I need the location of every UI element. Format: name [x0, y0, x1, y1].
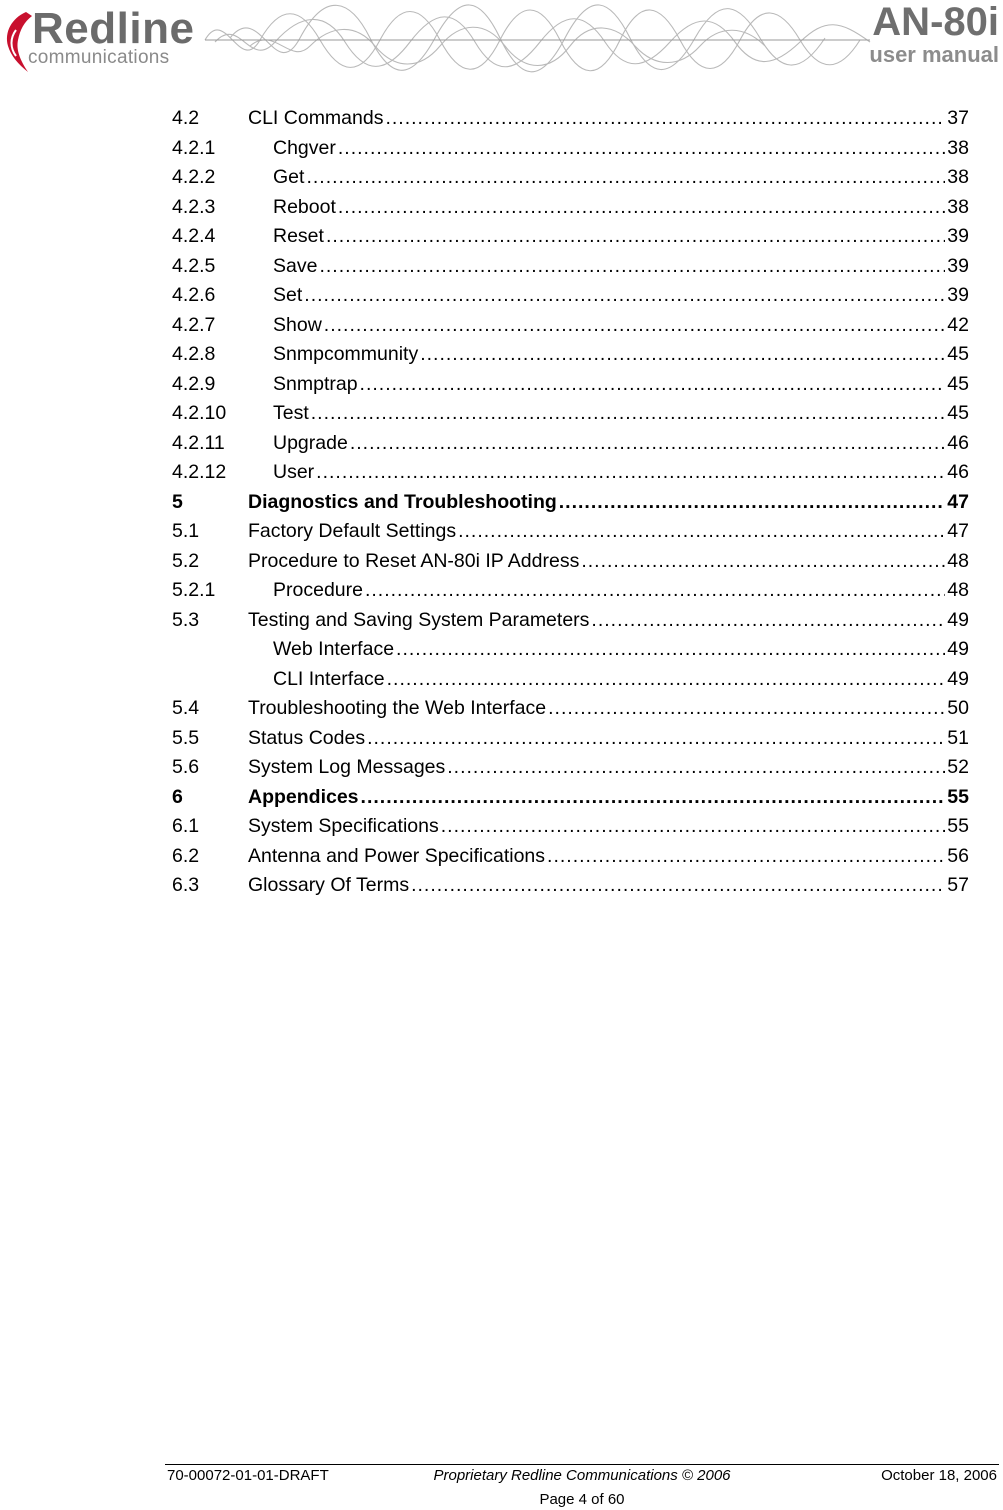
toc-entry-title: Antenna and Power Specifications [248, 844, 546, 867]
toc-page-number: 39 [947, 225, 969, 247]
toc-section-number: 5.1 [172, 520, 200, 542]
toc-dot-leader [367, 724, 945, 754]
toc-entry-link[interactable] [273, 635, 969, 665]
toc-section-number: 4.2.11 [172, 431, 225, 454]
toc-dot-leader [319, 252, 945, 282]
toc-entry-link[interactable] [273, 429, 969, 459]
toc-dot-leader [559, 488, 946, 518]
toc-section-number: 4.2.12 [172, 461, 227, 483]
toc-entry[interactable] [172, 871, 969, 901]
toc-section-number: 5.2.1 [172, 579, 216, 601]
toc-entry-title: System Specifications [248, 815, 439, 837]
toc-entry-link[interactable] [273, 458, 969, 488]
toc-entry[interactable] [172, 429, 969, 459]
toc-entry-link[interactable] [248, 547, 969, 577]
toc-section-number: 4.2.3 [172, 195, 216, 218]
toc-entry[interactable] [172, 252, 969, 282]
toc-entry[interactable] [172, 576, 969, 606]
toc-entry-link[interactable] [248, 104, 969, 134]
toc-entry-title: Factory Default Settings [248, 520, 457, 542]
toc-entry-title: Troubleshooting the Web Interface [248, 697, 547, 719]
toc-dot-leader [420, 340, 945, 370]
toc-section-number: 4.2 [172, 107, 200, 129]
toc-entry-title: Web Interface [273, 638, 395, 660]
toc-section-number: 4.2.6 [172, 284, 216, 306]
toc-page-number: 46 [947, 431, 969, 454]
toc-entry[interactable] [172, 399, 969, 429]
toc-page-number: 38 [947, 166, 969, 188]
toc-section-number: 6.3 [172, 874, 200, 896]
toc-dot-leader [385, 104, 945, 134]
toc-entry-link[interactable] [273, 399, 969, 429]
toc-page-number: 39 [947, 254, 969, 277]
toc-dot-leader [458, 517, 945, 547]
toc-dot-leader [591, 606, 945, 636]
toc-entry-link[interactable] [273, 311, 969, 341]
footer-proprietary-notice: Proprietary Redline Communications © 2006 [433, 1467, 731, 1484]
toc-entry-link[interactable] [248, 842, 969, 872]
toc-section-number: 6.1 [172, 815, 200, 837]
toc-dot-leader [365, 576, 945, 606]
toc-section-number: 4.2.2 [172, 166, 216, 188]
toc-dot-leader [306, 163, 945, 193]
toc-entry-title: Test [273, 402, 309, 424]
toc-entry-link[interactable] [273, 222, 969, 252]
logo-wordmark: Redline [32, 4, 195, 53]
toc-entry-title: Status Codes [248, 726, 366, 749]
toc-entry-title: Glossary Of Terms [248, 874, 410, 896]
toc-page-number: 49 [947, 638, 969, 660]
toc-dot-leader [387, 665, 946, 695]
toc-entry[interactable] [172, 104, 969, 134]
toc-section-number: 4.2.9 [172, 372, 216, 395]
toc-dot-leader [581, 547, 945, 577]
footer-document-id: 70-00072-01-01-DRAFT [167, 1467, 329, 1484]
toc-entry[interactable] [172, 842, 969, 872]
toc-section-number: 4.2.8 [172, 343, 216, 365]
toc-entry[interactable] [172, 783, 969, 813]
footer-page-number: Page 4 of 60 [539, 1491, 625, 1508]
toc-entry[interactable] [172, 370, 969, 400]
toc-entry-link[interactable] [273, 281, 969, 311]
toc-dot-leader [350, 429, 945, 459]
toc-dot-leader [548, 694, 945, 724]
toc-section-number: 5.6 [172, 756, 200, 778]
toc-page-number: 51 [947, 726, 969, 749]
toc-entry-link[interactable] [273, 370, 969, 400]
toc-dot-leader [441, 812, 946, 842]
toc-entry-link[interactable] [273, 576, 969, 606]
toc-entry-link[interactable] [248, 783, 969, 813]
toc-section-number: 4.2.1 [172, 136, 216, 159]
toc-dot-leader [338, 134, 945, 164]
toc-entry[interactable] [172, 163, 969, 193]
product-subtitle: user manual [869, 42, 999, 67]
toc-entry-link[interactable] [248, 724, 969, 754]
toc-entry[interactable] [172, 724, 969, 754]
toc-entry-link[interactable] [273, 163, 969, 193]
toc-section-number: 5.4 [172, 697, 200, 719]
toc-section-number: 5.5 [172, 726, 200, 749]
toc-page-number: 55 [947, 815, 969, 837]
toc-entry-link[interactable] [248, 488, 969, 518]
toc-page-number: 37 [947, 107, 969, 129]
toc-page-number: 45 [947, 343, 969, 365]
footer-rule [165, 1464, 999, 1465]
toc-entry-title: Save [273, 254, 318, 277]
toc-dot-leader [304, 281, 945, 311]
toc-page-number: 45 [947, 372, 969, 395]
toc-entry-link[interactable] [273, 134, 969, 164]
toc-page-number: 47 [947, 520, 969, 542]
toc-entry[interactable] [172, 193, 969, 223]
toc-entry[interactable] [172, 694, 969, 724]
logo-subtitle: communications [28, 47, 170, 68]
toc-page-number: 49 [947, 608, 969, 631]
toc-section-number: 4.2.4 [172, 225, 216, 247]
toc-dot-leader [411, 871, 945, 901]
toc-page-number: 56 [947, 844, 969, 867]
toc-entry-title: Reset [273, 225, 324, 247]
toc-entry-title: Get [273, 166, 305, 188]
toc-page-number: 42 [947, 313, 969, 336]
toc-entry-link[interactable] [273, 665, 969, 695]
toc-entry[interactable] [172, 606, 969, 636]
toc-entry-title: Show [273, 313, 322, 336]
toc-entry-title: Snmptrap [273, 372, 358, 395]
toc-entry-title: Snmpcommunity [273, 343, 419, 365]
toc-entry[interactable] [172, 635, 969, 665]
toc-dot-leader [361, 783, 946, 813]
toc-page-number: 47 [947, 490, 969, 513]
toc-page-number: 55 [947, 785, 969, 808]
toc-section-number: 5.2 [172, 549, 200, 572]
toc-entry-title: Testing and Saving System Parameters [248, 608, 590, 631]
toc-entry-link[interactable] [248, 694, 969, 724]
toc-entry-title: Set [273, 284, 303, 306]
toc-section-number: 4.2.7 [172, 313, 216, 336]
toc-entry-link[interactable] [248, 871, 969, 901]
toc-page-number: 38 [947, 136, 969, 159]
toc-dot-leader [447, 753, 945, 783]
toc-dot-leader [338, 193, 945, 223]
toc-entry-title: User [273, 461, 315, 483]
toc-entry-title: Procedure to Reset AN-80i IP Address [248, 549, 580, 572]
toc-page-number: 48 [947, 579, 969, 601]
toc-section-number: 5.3 [172, 608, 200, 631]
toc-dot-leader [316, 458, 945, 488]
toc-dot-leader [311, 399, 946, 429]
toc-dot-leader [360, 370, 946, 400]
toc-entry-title: CLI Interface [273, 667, 385, 690]
table-of-contents [172, 104, 969, 901]
product-title-block [869, 0, 999, 68]
redline-logo [0, 6, 210, 76]
toc-entry-title: CLI Commands [248, 107, 384, 129]
toc-entry[interactable] [172, 281, 969, 311]
toc-entry[interactable] [172, 222, 969, 252]
page-header [0, 0, 1003, 88]
toc-entry[interactable] [172, 517, 969, 547]
toc-page-number: 46 [947, 461, 969, 483]
toc-page-number: 50 [947, 697, 969, 719]
toc-dot-leader [326, 222, 945, 252]
toc-entry-link[interactable] [248, 606, 969, 636]
toc-entry[interactable] [172, 753, 969, 783]
toc-page-number: 52 [947, 756, 969, 778]
toc-page-number: 48 [947, 549, 969, 572]
toc-page-number: 39 [947, 284, 969, 306]
toc-dot-leader [324, 311, 946, 341]
toc-section-number: 6.2 [172, 844, 200, 867]
toc-section-number: 6 [172, 785, 183, 808]
toc-page-number: 45 [947, 402, 969, 424]
toc-entry-link[interactable] [248, 753, 969, 783]
toc-entry-title: Reboot [273, 195, 336, 218]
toc-page-number: 38 [947, 195, 969, 218]
toc-entry-link[interactable] [273, 193, 969, 223]
toc-entry[interactable] [172, 134, 969, 164]
toc-entry-link[interactable] [248, 812, 969, 842]
toc-section-number: 4.2.10 [172, 402, 227, 424]
toc-dot-leader [547, 842, 945, 872]
toc-page-number: 49 [947, 667, 969, 690]
toc-section-number: 5 [172, 490, 183, 513]
toc-entry-title: Upgrade [273, 431, 348, 454]
toc-entry-title: System Log Messages [248, 756, 446, 778]
product-name: AN-80i [872, 0, 999, 44]
toc-section-number: 4.2.5 [172, 254, 216, 277]
toc-entry-link[interactable] [273, 252, 969, 282]
toc-entry-title: Diagnostics and Troubleshooting [248, 490, 557, 513]
footer-date: October 18, 2006 [881, 1467, 997, 1484]
toc-entry-title: Procedure [273, 579, 363, 601]
toc-entry-link[interactable] [248, 517, 969, 547]
toc-entry[interactable] [172, 311, 969, 341]
toc-entry[interactable] [172, 458, 969, 488]
toc-entry[interactable] [172, 812, 969, 842]
toc-entry[interactable] [172, 488, 969, 518]
toc-page-number: 57 [947, 874, 969, 896]
toc-dot-leader [396, 635, 945, 665]
toc-entry-title: Appendices [248, 785, 359, 808]
toc-entry-link[interactable] [273, 340, 969, 370]
toc-entry[interactable] [172, 340, 969, 370]
toc-entry[interactable] [172, 665, 969, 695]
toc-entry[interactable] [172, 547, 969, 577]
toc-entry-title: Chgver [273, 136, 336, 159]
